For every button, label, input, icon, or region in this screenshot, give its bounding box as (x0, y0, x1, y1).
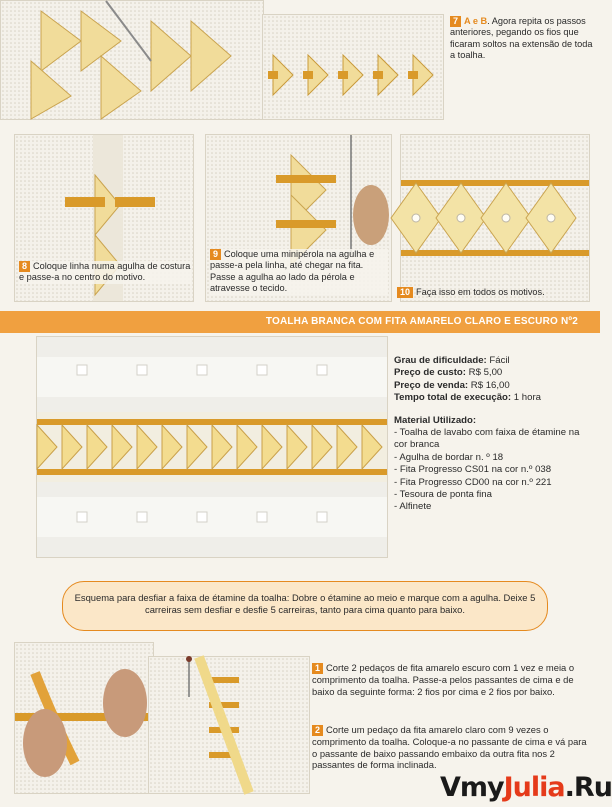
photo-step-7a (0, 0, 264, 120)
bottom-step-2 (312, 724, 592, 771)
materials-title: Material Utilizado: (394, 414, 477, 426)
section-title: TOALHA BRANCA COM FITA AMARELO CLARO E ESCURO Nº2 (265, 316, 578, 327)
difficulty-value: Fácil (486, 355, 510, 366)
ribbon-row-illustration (263, 15, 443, 119)
step-9-number: 9 (210, 249, 221, 260)
material-item: - Agulha de bordar n. º 18 (394, 451, 504, 463)
step-10-text: Faça isso em todos os motivos. (416, 287, 545, 297)
time-value: 1 hora (511, 392, 541, 404)
material-item: - Tesoura de ponta fina (394, 489, 492, 501)
site-logo (440, 772, 612, 803)
project-info (394, 355, 584, 514)
bottom-step-1 (312, 662, 592, 697)
cost-value: R$ 5,00 (465, 367, 503, 379)
time-row (394, 392, 584, 404)
section-band (0, 311, 600, 333)
finished-motif-illustration (401, 135, 589, 301)
material-item: - Alfinete (394, 501, 432, 513)
sale-row (394, 380, 584, 392)
step-10-number: 10 (397, 287, 413, 298)
bottom-step-1-number: 1 (312, 663, 323, 674)
bottom-step-2-number: 2 (312, 725, 323, 736)
ribbon-weaving-illustration (15, 643, 153, 793)
step-9-text: Coloque uma minipérola na agulha e passe-a pela linha, até chegar na fita. Passe a agulha ao lado da pérola e atravesse o tecido. (210, 249, 375, 294)
photo-step-8 (14, 134, 194, 302)
main-towel-photo (36, 336, 388, 558)
difficulty-label: Grau de dificuldade: (394, 355, 487, 366)
logo-part-1: Vmy (440, 772, 504, 803)
photo-bottom-1 (14, 642, 154, 794)
step-7-number: 7 (450, 16, 461, 27)
photo-step-10 (400, 134, 590, 302)
step-10-caption (397, 287, 587, 298)
cost-row (394, 367, 584, 379)
step-7-caption (450, 16, 595, 62)
sale-label: Preço de venda: (394, 379, 469, 391)
scheme-box (62, 581, 548, 631)
bottom-step-1-text: Corte 2 pedaços de fita amarelo escuro com 1 vez e meia o comprimento da toalha. Passe-a pelos passantes de cima e de baixo da seguinte forma: 2 fios por cima e 2 fios por baixo. (312, 662, 575, 697)
photo-step-7b (262, 14, 444, 120)
time-label: Tempo total de execução: (394, 392, 512, 404)
step-7-label: A e B (464, 16, 488, 26)
photo-bottom-2 (148, 656, 310, 794)
ribbon-illustration (1, 1, 263, 119)
step-8-number: 8 (19, 261, 30, 272)
step-8-caption (19, 261, 191, 284)
material-item: - Fita Progresso CS01 na cor n.º 038 (394, 464, 552, 476)
scheme-text: Esquema para desfiar a faixa de étamine da toalha: Dobre o étamine ao meio e marque com a agulha. Deixe 5 carreiras sem desfiar e desfie 5 carreiras, tanto para cima quanto para baixo. (74, 592, 536, 615)
bottom-step-2-text: Corte um pedaço da fita amarelo claro com 9 vezes o comprimento da toalha. Coloque-a no passante de cima e vá para o passante de baixo passando embaixo da outra fita nos 2 passantes de forma inclinada. (312, 724, 587, 770)
material-item: - Toalha de lavabo com faixa de étamine na cor branca (394, 427, 580, 451)
sale-value: R$ 16,00 (468, 379, 510, 391)
cost-label: Preço de custo: (394, 367, 466, 379)
photo-step-9 (205, 134, 392, 302)
logo-part-2: Julia (503, 772, 565, 803)
step-9-caption (210, 249, 388, 295)
towel-ribbon-illustration (37, 337, 387, 557)
step-8-text: Coloque linha numa agulha de costura e passe-a no centro do motivo. (19, 261, 191, 283)
ribbon-pin-illustration (149, 657, 309, 793)
logo-part-3: .Ru (564, 772, 612, 803)
step-7-text: . Agora repita os passos anteriores, pegando os fios que ficaram soltos na extensão de toda a toalha. (450, 16, 593, 61)
difficulty-row (394, 355, 584, 367)
material-item: - Fita Progresso CD00 na cor n.º 221 (394, 476, 552, 488)
